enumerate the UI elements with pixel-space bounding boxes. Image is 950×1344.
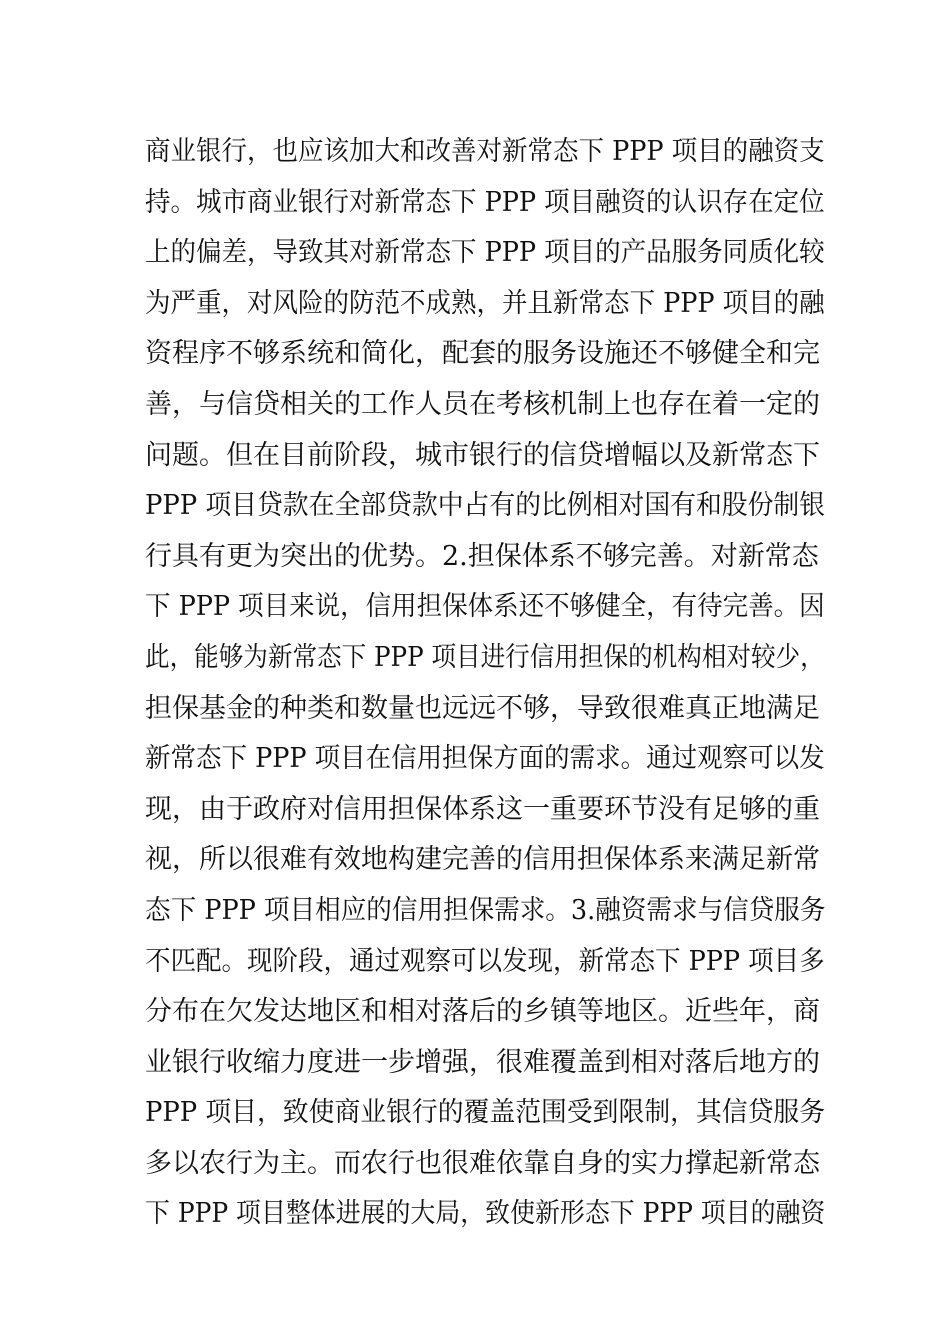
text-line: 商业银行，也应该加大和改善对新常态下 PPP 项目的融资支 [145,136,825,167]
text-line: 态下 PPP 项目相应的信用担保需求。3.融资需求与信贷服务 [145,894,826,926]
text-line: 现，由于政府对信用担保体系这一重要环节没有足够的重 [145,793,820,825]
text-line: 业银行收缩力度进一步增强，很难覆盖到相对落后地方的 [145,1046,820,1078]
text-line: 上的偏差，导致其对新常态下 PPP 项目的产品服务同质化较 [145,237,825,269]
text-line: 善，与信贷相关的工作人员在考核机制上也存在着一定的 [145,388,820,420]
text-line: 下 PPP 项目来说，信用担保体系还不够健全，有待完善。因 [145,591,825,623]
text-line: 不匹配。现阶段，通过观察可以发现，新常态下 PPP 项目多 [145,945,825,977]
text-line: 担保基金的种类和数量也远远不够，导致很难真正地满足 [145,692,820,724]
text-line: 新常态下 PPP 项目在信用担保方面的需求。通过观察可以发 [145,743,825,775]
text-line: 视，所以很难有效地构建完善的信用担保体系来满足新常 [145,844,820,876]
text-line: PPP 项目，致使商业银行的覆盖范围受到限制，其信贷服务 [145,1097,826,1129]
text-line: 行具有更为突出的优势。2.担保体系不够完善。对新常态 [145,540,819,572]
text-line: 问题。但在目前阶段，城市银行的信贷增幅以及新常态下 [145,439,820,471]
body-paragraph [145,127,825,1240]
text-line: 资程序不够系统和简化，配套的服务设施还不够健全和完 [145,338,820,370]
text-line: 下 PPP 项目整体进展的大局，致使新形态下 PPP 项目的融资 [145,1198,826,1230]
text-line: 多以农行为主。而农行也很难依靠自身的实力撑起新常态 [145,1147,820,1179]
text-line: PPP 项目贷款在全部贷款中占有的比例相对国有和股份制银 [145,490,826,522]
text-line: 此，能够为新常态下 PPP 项目进行信用担保的机构相对较少， [145,641,825,673]
text-line: 为严重，对风险的防范不成熟，并且新常态下 PPP 项目的融 [145,287,825,319]
text-line: 持。城市商业银行对新常态下 PPP 项目融资的认识存在定位 [145,186,825,218]
text-line: 分布在欠发达地区和相对落后的乡镇等地区。近些年，商 [145,996,820,1028]
